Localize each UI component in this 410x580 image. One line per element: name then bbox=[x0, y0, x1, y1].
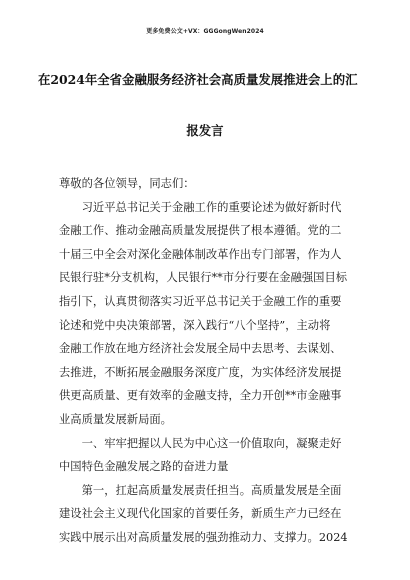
section-heading-line: 一、牢牢把握以人民为中心这一价值取向，凝聚走好 bbox=[59, 436, 342, 450]
document-title-line-2: 报发言 bbox=[186, 123, 224, 138]
body-line: 指引下，认真贯彻落实习近平总书记关于金融工作的重要 bbox=[59, 294, 342, 308]
body-line: 金融工作放在地方经济社会发展全局中去思考、去谋划、 bbox=[59, 342, 342, 356]
body-line: 尊敬的各位领导，同志们： bbox=[59, 177, 195, 190]
header-note: 更多免费公文+VX：GGGongWen2024 bbox=[146, 28, 264, 35]
body-line: 供更高质量、更有效率的金融支持，全力开创**市金融事 bbox=[59, 389, 342, 403]
body-line: 实践中展示出对高质量发展的强劲推动力、支撑力。2024 bbox=[59, 530, 348, 544]
body-line: 民银行驻*分支机构，人民银行**市分行要在金融强国目标 bbox=[59, 271, 348, 285]
document-title-line-1: 在2024年全省金融服务经济社会高质量发展推进会上的汇 bbox=[38, 72, 358, 87]
body-line: 习近平总书记关于金融工作的重要论述为做好新时代 bbox=[59, 200, 342, 214]
body-line: 去推进，不断拓展金融服务深度广度，为实体经济发展提 bbox=[59, 365, 342, 379]
body-line: 业高质量发展新局面。 bbox=[59, 412, 172, 426]
body-line: 论述和党中央决策部署，深入践行“八个坚持”，主动将 bbox=[59, 318, 331, 332]
body-line: 建设社会主义现代化国家的首要任务，新质生产力已经在 bbox=[59, 507, 342, 521]
body-line: 第一，扛起高质量发展责任担当。高质量发展是全面 bbox=[59, 483, 342, 497]
body-line: 金融工作、推动金融高质量发展提供了根本遵循。党的二 bbox=[59, 224, 342, 238]
body-line: 十届三中全会对深化金融体制改革作出专门部署，作为人 bbox=[59, 247, 342, 261]
document-body bbox=[59, 172, 359, 550]
section-heading-line: 中国特色金融发展之路的奋进力量 bbox=[59, 460, 229, 474]
